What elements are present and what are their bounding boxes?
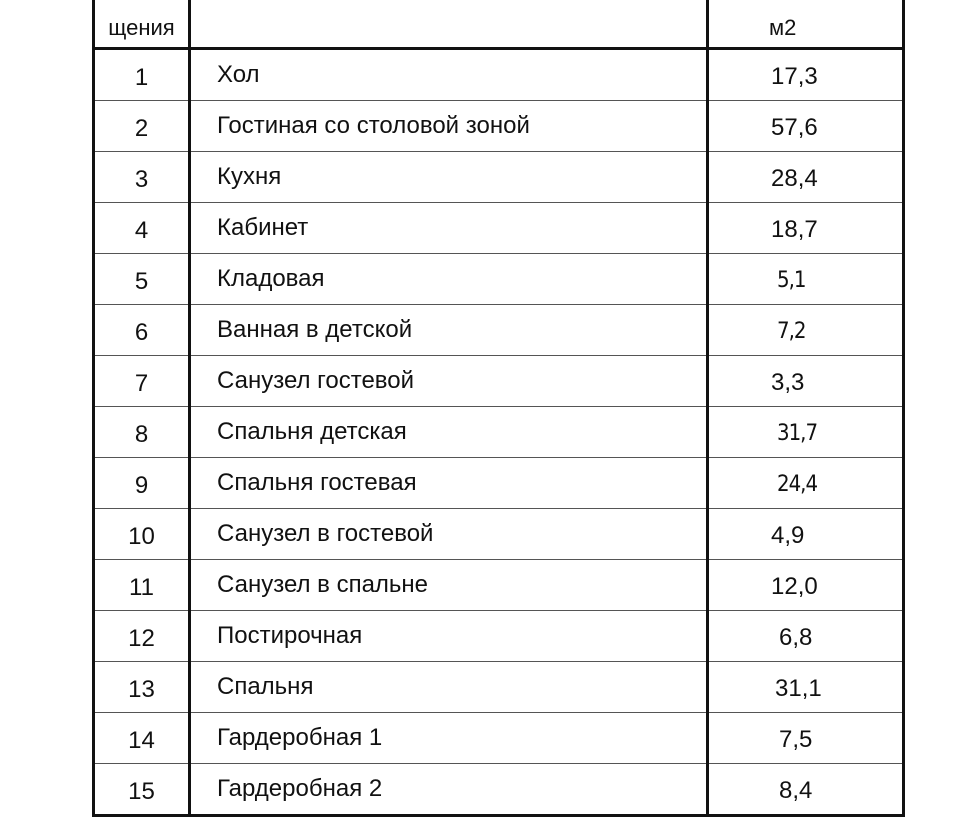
- room-area: 57,6: [708, 101, 904, 152]
- room-area: 5,1: [708, 254, 904, 305]
- room-name: Санузел в спальне: [190, 560, 708, 611]
- room-area: 17,3: [708, 49, 904, 101]
- room-number: 6: [94, 305, 190, 356]
- table-row: [94, 713, 904, 764]
- room-name: Санузел гостевой: [190, 356, 708, 407]
- room-name: Спальня детская: [190, 407, 708, 458]
- room-number: 3: [94, 152, 190, 203]
- room-area: 18,7: [708, 203, 904, 254]
- room-name: Спальня: [190, 662, 708, 713]
- room-number: 12: [94, 611, 190, 662]
- room-area: 6,8: [708, 611, 904, 662]
- table-row: [94, 509, 904, 560]
- room-name: Ванная в детской: [190, 305, 708, 356]
- table-row: [94, 560, 904, 611]
- room-area: 7,5: [708, 713, 904, 764]
- room-number: 2: [94, 101, 190, 152]
- header-room-name: [190, 0, 708, 49]
- room-name: Спальня гостевая: [190, 458, 708, 509]
- room-area-table: [92, 0, 905, 817]
- room-schedule-sheet: [92, 0, 902, 817]
- room-area: 4,9: [708, 509, 904, 560]
- room-number: 7: [94, 356, 190, 407]
- table-row: [94, 611, 904, 662]
- table-row: [94, 305, 904, 356]
- room-name: Гостиная со столовой зоной: [190, 101, 708, 152]
- table-row: [94, 254, 904, 305]
- room-number: 10: [94, 509, 190, 560]
- room-name: Кабинет: [190, 203, 708, 254]
- room-name: Гардеробная 2: [190, 764, 708, 816]
- table-row: [94, 203, 904, 254]
- header-room-number: щения: [94, 0, 190, 49]
- header-area-unit: м2: [708, 0, 904, 49]
- room-name: Постирочная: [190, 611, 708, 662]
- room-area: 7,2: [708, 305, 904, 356]
- room-area: 3,3: [708, 356, 904, 407]
- room-number: 1: [94, 49, 190, 101]
- room-number: 9: [94, 458, 190, 509]
- room-name: Кухня: [190, 152, 708, 203]
- room-number: 4: [94, 203, 190, 254]
- room-area: 31,1: [708, 662, 904, 713]
- table-row: [94, 764, 904, 816]
- room-number: 11: [94, 560, 190, 611]
- table-row: [94, 356, 904, 407]
- room-area: 12,0: [708, 560, 904, 611]
- room-name: Кладовая: [190, 254, 708, 305]
- room-number: 15: [94, 764, 190, 816]
- room-name: Гардеробная 1: [190, 713, 708, 764]
- room-number: 14: [94, 713, 190, 764]
- room-name: Хол: [190, 49, 708, 101]
- table-row: [94, 458, 904, 509]
- room-number: 13: [94, 662, 190, 713]
- room-area: 8,4: [708, 764, 904, 816]
- room-area: 31,7: [708, 407, 904, 458]
- room-area: 24,4: [708, 458, 904, 509]
- table-row: [94, 662, 904, 713]
- room-number: 8: [94, 407, 190, 458]
- room-name: Санузел в гостевой: [190, 509, 708, 560]
- room-number: 5: [94, 254, 190, 305]
- table-row: [94, 49, 904, 101]
- table-row: [94, 152, 904, 203]
- table-header-row: [94, 0, 904, 49]
- table-row: [94, 407, 904, 458]
- table-row: [94, 101, 904, 152]
- room-area: 28,4: [708, 152, 904, 203]
